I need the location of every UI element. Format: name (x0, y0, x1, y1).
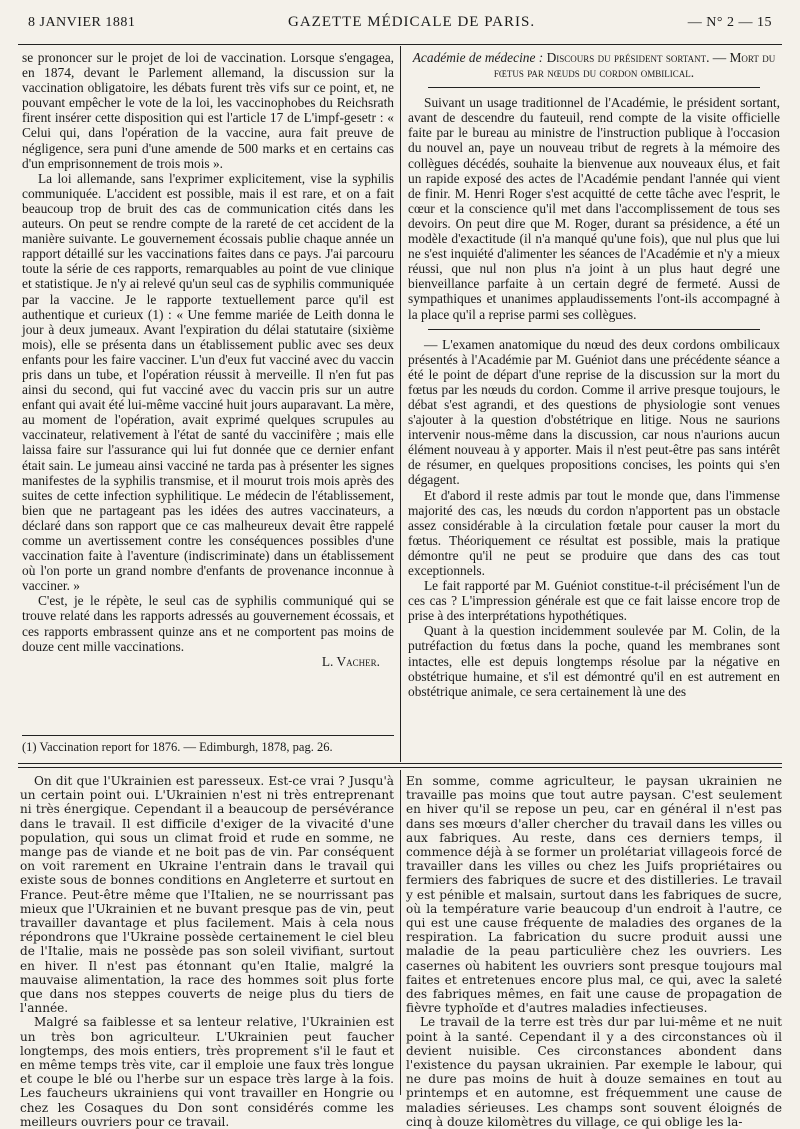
header-rule (18, 44, 782, 45)
feuilleton-paragraph: On dit que l'Ukrainien est paresseux. Est-ce vrai ? Jusqu'à un certain point oui. L'Ukrainien n'est ni très entreprenant ni très énergique. Cependant il a beaucoup de persévérance dans le travail. Il est difficile d'exiger de la vivacité d'une population, qui sous un climat froid et rude en somme, ne mange pas de viande et ne boit pas de vin. Par conséquent on voit rarement en Ukraine l'entrain dans le travail qui existe sous de bonnes conditions en Angleterre et surtout en France. Peut-être même que l'Italien, ne se nourrissant pas mieux que l'Ukrainien et ne buvant presque pas de vin, peut travailler davantage et plus facilement. Mais à cela nous répondrons que l'Ukraine possède certainement le ciel bleu de l'Italie, mais ne possède pas son soleil vivifiant, surtout en hiver. Il n'est pas étonnant qu'en Italie, malgré la mauvaise alimentation, la race des hommes soit plus forte que dans nos steppes couverts de neige plus du tiers de l'année. (20, 774, 394, 1016)
feuilleton-rule-bottom (18, 767, 782, 768)
feuilleton-paragraph: Malgré sa faiblesse et sa lenteur relative, l'Ukrainien est un très bon agriculteur. L'Ukrainien peut faucher longtemps, des mois entiers, très proprement s'il le faut et en même temps très vite, car il emploie une faux très longue et coupe le blé ou l'herbe sur un espace très large à la fois. Les faucheurs ukrainiens qui vont travailler en Hongrie ou chez les Cosaques du Don sont considérés comme les meilleurs ouvriers pour ce travail. (20, 1015, 394, 1129)
feuilleton-rule-top (18, 763, 782, 764)
column-divider-upper (400, 46, 401, 762)
article-academie (408, 50, 780, 758)
article-paragraph: Le fait rapporté par M. Guéniot constitue-t-il précisément l'un de ces cas ? L'impression générale est que ce fait laisse encore trop de prise à des interprétations hypothétiques. (408, 578, 780, 624)
section-subtitle: Discours du président sortant. — Mort du fœtus par nœuds du cordon ombilical. (493, 50, 776, 81)
footnote-rule (22, 735, 394, 736)
article-paragraph: Suivant un usage traditionnel de l'Académie, le président sortant, avant de descendre du fauteuil, rend compte de la visite officielle faite par le bureau au ministre de l'instruction publique à l'occasion du nouvel an, paye un nouveau tribut de regrets à la mémoire des collègues décédés, souhaite la bienvenue aux nouveaux élus, et fait un rapide exposé des actes de l'Académie pendant l'année qui vient de finir. M. Henri Roger s'est acquitté de cette tâche avec l'esprit, le cœur et la conscience qu'il met dans l'accomplissement de tous ses devoirs. On peut dire que M. Roger, durant sa présidence, a été un modèle d'exactitude (il n'a manqué qu'une fois), que nul plus que lui ne s'est inquiété d'alimenter les séances de l'Académie et n'y a mieux réussi, que nul non plus n'a joint à un plus haut degré une bienveillance parfaite à un certain degré de fermeté. Aussi de sympathiques et unanimes applaudissements l'ont-ils accompagné à la place qu'il a reprise parmi ses collègues. (408, 95, 780, 322)
feuilleton-left (20, 774, 394, 1129)
header-date: 8 JANVIER 1881 (28, 15, 136, 30)
article-paragraph: C'est, je le répète, le seul cas de syphilis communiqué qui se trouve relaté dans les rapports adressés au gouvernement écossais, et ces rapports embrassent quinze ans et ne comportent pas moins de douze cent mille vaccinations. (22, 593, 394, 654)
article-vaccination (22, 50, 394, 708)
column-divider-lower (400, 770, 401, 1095)
feuilleton-paragraph: Le travail de la terre est très dur par lui-même et ne nuit point à la santé. Cependant il y a des circonstances où il devient nuisible. Ces circonstances abondent dans l'existence du paysan ukrainien. Par exemple le labour, qui ne dure pas moins de huit à douze semaines en tout au printemps et en automne, est fréquemment une cause de maladies sérieuses. Les champs sont souvent éloignés de cinq à douze kilomètres du village, ce qui oblige les la- (406, 1015, 782, 1129)
footnote: (1) Vaccination report for 1876. — Edimburgh, 1878, pag. 26. (22, 740, 333, 754)
header-page-number: — N° 2 — 15 (687, 15, 772, 30)
article-paragraph: Et d'abord il reste admis par tout le monde que, dans l'immense majorité des cas, les nœuds du cordon n'apportent pas un obstacle assez considérable à la circulation fœtale pour causer la mort du fœtus. Théoriquement ce résultat est possible, mais la pratique démontre qu'il ne peut se produire que dans des cas tout exceptionnels. (408, 487, 780, 578)
article-paragraph: Quant à la question incidemment soulevée par M. Colin, de la putréfaction du fœtus dans la poche, quand les membranes sont intactes, elle est depuis longtemps résolue par la négative en obstétrique humaine, et s'il est démontré qu'il en est autrement en obstétrique animale, ce sera certainement là une des (408, 623, 780, 699)
article-paragraph: La loi allemande, sans l'exprimer explicitement, vise la syphilis communiquée. L'accident est possible, mais il est rare, et on a fait beaucoup trop de bruit des cas de communication cités dans les auteurs. On peut se rendre compte de la rareté de cet accident de la manière suivante. Le gouvernement écossais publie chaque année un rapport détaillé sur les vaccinations faites dans ce pays. J'ai parcouru toute la série de ces rapports, remarquables au point de vue clinique et statistique. Je n'y ai relevé qu'un seul cas de syphilis communiquée par la vaccine. Je le rapporte textuellement parce qu'il est authentique et curieux (1) : « Une femme mariée de Leith donna le jour à deux jumeaux. Avant l'expiration du délai statutaire (sixième mois), elle se présenta dans un établissement public avec ses deux enfants pour les faire vacciner. L'un d'eux fut vacciné avec du vaccin pris dans un tube, et l'opération réussit à merveille. Il n'en fut pas ainsi du second, qui fut vacciné avec du vaccin pris sur un autre enfant qui avait été lui-même vacciné huit jours auparavant. La mère, au moment de l'opération, avait exprimé quelques scrupules au vaccinateur, relativement à l'état de santé du vaccinifère ; mais elle laissa faire sur l'assurance qui lui fut donnée que ce dernier enfant était sain. Le jumeau ainsi vacciné ne tarda pas à présenter les signes manifestes de la syphilis transmise, et il mourut trois mois après des suites de cette infection syphilitique. Le médecin de l'établissement, bien que ne partageant pas les idées des autres vaccinateurs, a déclaré dans son rapport que ce cas malheureux devait être rappelé comme un avertissement contre les conséquences possibles d'une vaccination faite à l'aventure (indiscriminate) dans un établissement où l'on porte un grand nombre d'enfants de provenance inconnue à vacciner. » (22, 170, 394, 594)
article-signature: L. Vacher. (321, 653, 380, 669)
feuilleton-right (406, 774, 782, 1129)
article-paragraph: — L'examen anatomique du nœud des deux cordons ombilicaux présentés à l'Académie par M. Guéniot dans une précédente séance a été le point de départ d'une reprise de la discussion sur la mort du fœtus par les nœuds du cordon. Comme il arrive presque toujours, le débat s'est agrandi, et des questions de physiologie sont venues s'ajouter à la question d'obstétrique en litige. Nous ne saurions intervenir nous-même dans la discussion, car nous n'aurions aucun élément nouveau à y apporter. Mais il n'est peut-être pas sans intérêt de résumer, en quelques propositions concises, les points qui s'en dégagent. (408, 336, 780, 488)
paragraph-separator (428, 329, 760, 330)
feuilleton-paragraph: En somme, comme agriculteur, le paysan ukrainien ne travaille pas moins que tout autre paysan. C'est seulement en hiver qu'il se repose un peu, car en général il n'est pas dans ses mœurs d'aller chercher du travail dans les villes ou aux fabriques. Au reste, dans ces derniers temps, il commence déjà à se former un prolétariat villageois forcé de travailler dans les villes ou chez les Juifs propriétaires ou fermiers des fabriques de sucre et des distilleries. Le travail y est pénible et malsain, surtout dans les fabriques de sucre, où la température varie beaucoup d'un endroit à l'autre, ce qui est une cause fréquente de maladies des organes de la respiration. La fabrication du sucre produit aussi une maladie de la peau particulière chez les ouvriers. Les casernes où habitent les ouvriers sont presque toujours mal faites et entretenues encore plus mal, ce qui, avec la saleté des fabriques mêmes, en fait une cause de propagation de fièvre typhoïde et d'autres maladies infectieuses. (406, 774, 782, 1016)
section-rule (428, 87, 760, 88)
header-title: GAZETTE MÉDICALE DE PARIS. (288, 14, 536, 30)
article-paragraph: se prononcer sur le projet de loi de vaccination. Lorsque s'engagea, en 1874, devant le Parlement allemand, la discussion sur la vaccination obligatoire, les débats furent très vifs sur ce point, et, ne pouvant empêcher le vote de la loi, les vaccinophobes du Reichsrath firent insérer cette disposition qui est l'article 17 de L'impf-gesetr : « Celui qui, dans l'opération de la vaccine, aura fait preuve de négligence, sera puni d'une amende de 500 marks et en certains cas d'un emprisonnement de trois mois ». (22, 50, 394, 171)
page-header (28, 14, 772, 36)
section-title: Académie de médecine : (412, 50, 544, 65)
section-heading (408, 50, 780, 80)
